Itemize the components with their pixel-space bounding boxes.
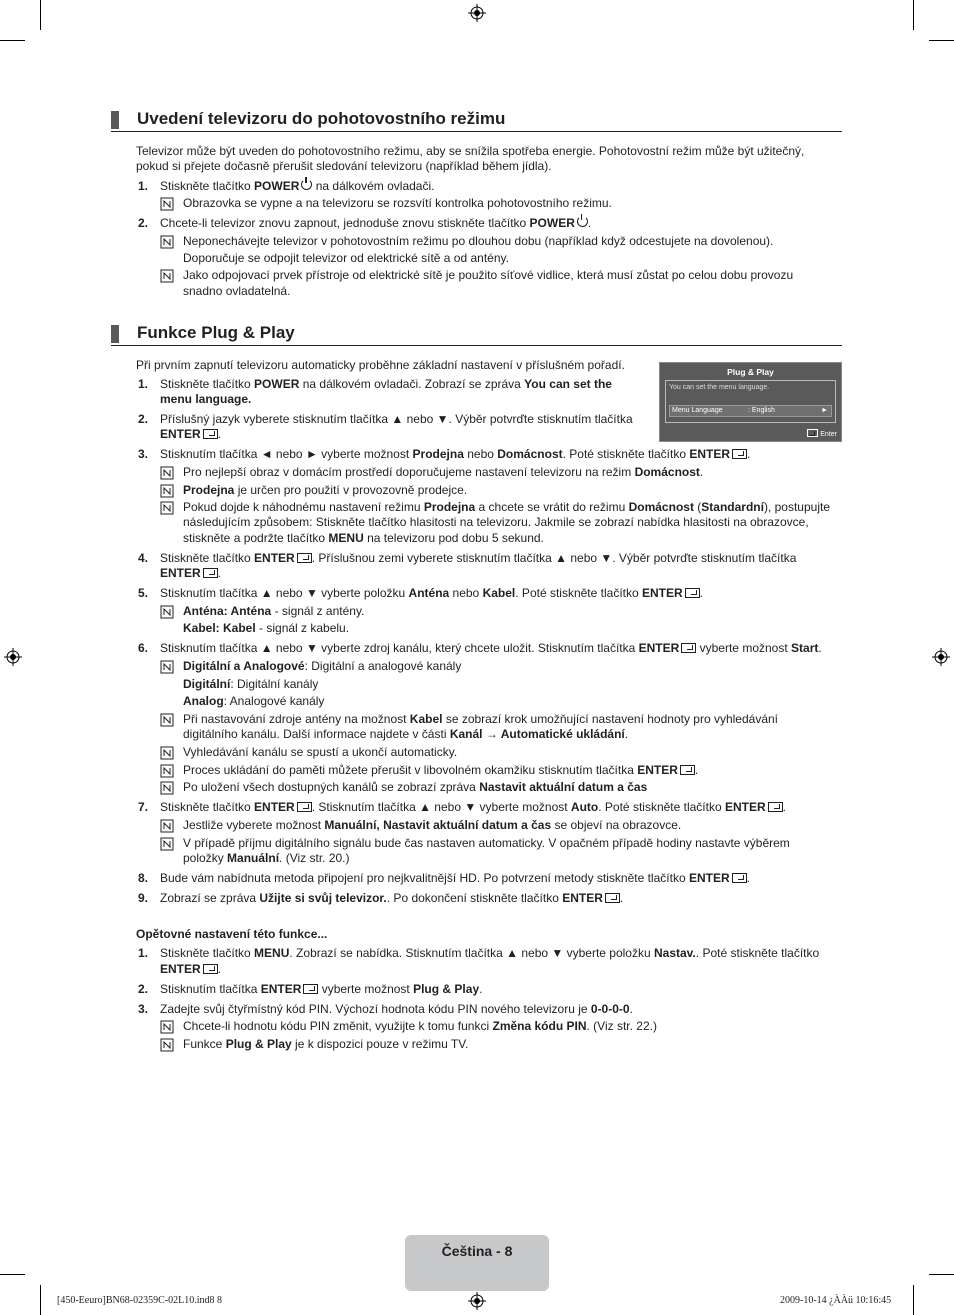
step-number: 3.	[138, 447, 149, 461]
note-text: V případě příjmu digitálního signálu bude čas nastaven automaticky. V opačném případě hodiny nastavte výběrem	[183, 836, 790, 850]
crop-mark	[913, 1285, 914, 1315]
heading-text: Funkce Plug & Play	[137, 323, 295, 342]
step-number: 5.	[138, 586, 149, 600]
osd-panel	[665, 380, 836, 423]
registration-mark-icon	[4, 648, 22, 666]
step-text: Bude vám nabídnuta metoda připojení pro nejkvalitnější HD. Po potvrzení metody stiskněte tlačítko ENTER .	[160, 871, 750, 885]
note-icon	[160, 605, 174, 619]
step-text: Stiskněte tlačítko MENU. Zobrazí se nabídka. Stisknutím tlačítka ▲ nebo ▼ vyberte položku Nastav.. Poté stiskněte tlačítko	[160, 946, 820, 960]
note-text: Chcete-li hodnotu kódu PIN změnit, využijte k tomu funkci Změna kódu PIN. (Viz str. 22.)	[183, 1019, 657, 1033]
page-number-tab	[405, 1235, 549, 1291]
step-text: Zadejte svůj čtyřmístný kód PIN. Výchozí hodnota kódu PIN nového televizoru je 0-0-0-0.	[160, 1002, 633, 1016]
step-number: 1.	[138, 377, 149, 391]
heading-text: Uvedení televizoru do pohotovostního režimu	[137, 109, 506, 128]
note-text: Doporučuje se odpojit televizor od elektrické sítě a od antény.	[183, 251, 509, 265]
note-text: následujícím způsobem: Stiskněte tlačítko hlasitosti na televizoru. Jakmile se zobrazí nabídka hlasitosti na obrazovce,	[183, 515, 809, 529]
enter-icon	[807, 429, 818, 437]
step-number: 7.	[138, 800, 149, 814]
step-text: Příslušný jazyk vyberete stisknutím tlačítka ▲ nebo ▼. Výběr potvrďte stisknutím tlačítka	[160, 412, 633, 426]
note-icon	[160, 713, 174, 727]
note-text: snadno ovladatelná.	[183, 284, 291, 298]
step-number: 2.	[138, 216, 149, 230]
note-icon	[160, 466, 174, 480]
page-number: Čeština - 8	[441, 1243, 513, 1259]
note-icon	[160, 1020, 174, 1034]
note-icon	[160, 235, 174, 249]
step-text: Chcete-li televizor znovu zapnout, jednoduše znovu stiskněte tlačítko POWER .	[160, 216, 592, 230]
osd-menu-language-row	[669, 405, 832, 417]
note-text: Vyhledávání kanálu se spustí a ukončí automaticky.	[183, 745, 458, 759]
enter-icon	[732, 873, 747, 883]
paragraph: Při prvním zapnutí televizoru automaticky proběhne základní nastavení v příslušném pořadí.	[136, 358, 625, 372]
enter-icon	[732, 449, 747, 459]
note-text: digitálního kanálu. Další informace najdete v části Kanál → Automatické ukládání.	[183, 727, 629, 741]
note-text: Proces ukládání do paměti můžete přerušit v libovolném okamžiku stisknutím tlačítka ENTER .	[183, 763, 699, 777]
note-icon	[160, 837, 174, 851]
enter-icon	[605, 893, 620, 903]
enter-icon	[685, 588, 700, 598]
crop-mark	[40, 0, 41, 30]
enter-icon	[203, 568, 218, 578]
step-text: ENTER .	[160, 427, 222, 441]
crop-mark	[929, 40, 954, 41]
registration-mark-icon	[468, 4, 486, 22]
step-number: 8.	[138, 871, 149, 885]
step-text: ENTER .	[160, 962, 222, 976]
step-number: 2.	[138, 982, 149, 996]
note-text: Funkce Plug & Play je k dispozici pouze v režimu TV.	[183, 1037, 469, 1051]
note-icon	[160, 660, 174, 674]
note-text: Analog: Analogové kanály	[183, 694, 325, 708]
note-text: Anténa: Anténa - signál z antény.	[183, 604, 365, 618]
note-icon	[160, 269, 174, 283]
note-text: Po uložení všech dostupných kanálů se zobrazí zpráva Nastavit aktuální datum a čas	[183, 780, 648, 794]
note-text: Pro nejlepší obraz v domácím prostředí doporučujeme nastavení televizoru na režim Domácnost.	[183, 465, 704, 479]
paragraph: Televizor může být uveden do pohotovostního režimu, aby se snížila spotřeba energie. Pohotovostní režim může být užitečný,	[136, 144, 805, 158]
note-text: Obrazovka se vypne a na televizoru se rozsvítí kontrolka pohotovostního režimu.	[183, 196, 612, 210]
arrow-right-icon: ►	[821, 407, 828, 414]
note-icon	[160, 746, 174, 760]
step-text: Stisknutím tlačítka ▲ nebo ▼ vyberte zdroj kanálu, který chcete uložit. Stisknutím tlačítka ENTER vyberte možnost Start.	[160, 641, 822, 655]
registration-mark-icon	[468, 1292, 486, 1310]
registration-mark-icon	[932, 648, 950, 666]
note-icon	[160, 819, 174, 833]
osd-row-value: : English	[748, 407, 775, 414]
section-heading	[111, 109, 842, 132]
step-number: 4.	[138, 551, 149, 565]
heading-bar	[111, 325, 119, 343]
osd-row-label: Menu Language	[672, 407, 723, 414]
crop-mark	[0, 1274, 25, 1275]
note-text: Kabel: Kabel - signál z kabelu.	[183, 621, 350, 635]
enter-icon	[203, 429, 218, 439]
step-text: menu language.	[160, 392, 252, 406]
step-text: Stiskněte tlačítko ENTER . Stisknutím tlačítka ▲ nebo ▼ vyberte možnost Auto. Poté stiskněte tlačítko ENTER .	[160, 800, 786, 814]
crop-mark	[0, 40, 25, 41]
note-text: Prodejna je určen pro použití v provozovně prodejce.	[183, 483, 468, 497]
enter-icon	[297, 802, 312, 812]
enter-icon	[297, 553, 312, 563]
note-icon	[160, 781, 174, 795]
step-text: Stiskněte tlačítko ENTER . Příslušnou zemi vyberete stisknutím tlačítka ▲ nebo ▼. Výběr potvrďte stisknutím tlačítka	[160, 551, 797, 565]
enter-icon	[681, 643, 696, 653]
step-text: Stiskněte tlačítko POWER na dálkovém ovladači.	[160, 179, 435, 193]
step-number: 9.	[138, 891, 149, 905]
step-number: 1.	[138, 946, 149, 960]
note-icon	[160, 764, 174, 778]
power-icon	[301, 179, 312, 190]
step-number: 6.	[138, 641, 149, 655]
crop-mark	[929, 1274, 954, 1275]
enter-icon	[203, 964, 218, 974]
note-text: Pokud dojde k náhodnému nastavení režimu Prodejna a chcete se vrátit do režimu Domácnost (Standardní), postupujte	[183, 500, 830, 514]
print-slug-right: 2009-10-14 ¿ÀÀü 10:16:45	[780, 1295, 892, 1306]
note-icon	[160, 197, 174, 211]
note-text: položky Manuální. (Viz str. 20.)	[183, 851, 350, 865]
crop-mark	[913, 0, 914, 30]
power-icon	[577, 216, 588, 227]
note-text: stiskněte a podržte tlačítko MENU na televizoru pod dobu 5 sekund.	[183, 531, 544, 545]
note-text: Jestliže vyberete možnost Manuální, Nastavit aktuální datum a čas se objeví na obrazovce.	[183, 818, 682, 832]
note-icon	[160, 484, 174, 498]
osd-title: Plug & Play	[727, 367, 774, 377]
subheading: Opětovné nastavení této funkce...	[136, 927, 328, 941]
note-text: Digitální: Digitální kanály	[183, 677, 319, 691]
enter-icon	[680, 765, 695, 775]
step-text: ENTER .	[160, 566, 222, 580]
note-text: Jako odpojovací prvek přístroje od elektrické sítě je použito síťové vidlice, která musí zůstat po celou dobu provozu	[183, 268, 794, 282]
section-heading	[111, 323, 842, 346]
step-text: Stiskněte tlačítko POWER na dálkovém ovladači. Zobrazí se zpráva You can set the	[160, 377, 612, 391]
note-icon	[160, 1038, 174, 1052]
note-text: Při nastavování zdroje antény na možnost Kabel se zobrazí krok umožňující nastavení hodnoty pro vyhledávání	[183, 712, 779, 726]
step-number: 2.	[138, 412, 149, 426]
step-number: 1.	[138, 179, 149, 193]
enter-icon	[303, 984, 318, 994]
note-text: Neponechávejte televizor v pohotovostním režimu po dlouhou dobu (například když odcestujete na dovolenou).	[183, 234, 774, 248]
osd-message: You can set the menu language.	[669, 384, 770, 391]
step-number: 3.	[138, 1002, 149, 1016]
enter-icon	[768, 802, 783, 812]
step-text: Stisknutím tlačítka ▲ nebo ▼ vyberte položku Anténa nebo Kabel. Poté stiskněte tlačítko ENTER .	[160, 586, 704, 600]
crop-mark	[40, 1285, 41, 1315]
paragraph: pokud si přejete dočasně přerušit sledování televizoru (například během jídla).	[136, 159, 552, 173]
step-text: Stisknutím tlačítka ENTER vyberte možnost Plug & Play.	[160, 982, 483, 996]
heading-bar	[111, 111, 119, 129]
step-text: Zobrazí se zpráva Užijte si svůj televizor.. Po dokončení stiskněte tlačítko ENTER .	[160, 891, 624, 905]
step-text: Stisknutím tlačítka ◄ nebo ► vyberte možnost Prodejna nebo Domácnost. Poté stiskněte tlačítko ENTER .	[160, 447, 751, 461]
osd-footer: Enter	[805, 429, 837, 438]
osd-screenshot	[659, 362, 842, 442]
note-icon	[160, 501, 174, 515]
note-text: Digitální a Analogové: Digitální a analogové kanály	[183, 659, 462, 673]
print-slug-left: [450-Eeuro]BN68-02359C-02L10.ind8 8	[57, 1295, 222, 1306]
